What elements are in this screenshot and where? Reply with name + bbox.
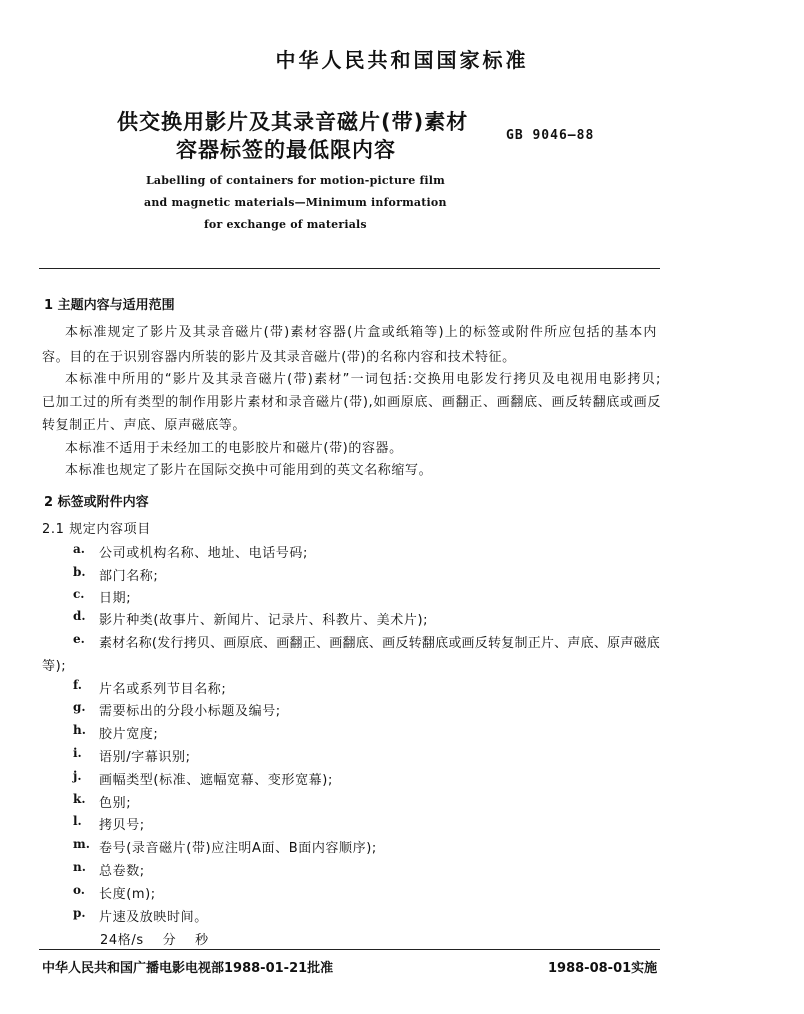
list-item-text: 长度(m);: [99, 887, 156, 902]
list-item-letter: j.: [73, 769, 82, 783]
list-item-letter: p.: [73, 906, 86, 920]
list-item-text: 素材名称(发行拷贝、画原底、画翻正、画翻底、画反转翻底或画反转复制正片、声底、原声磁底: [99, 636, 660, 651]
list-item-text: 片名或系列节目名称;: [99, 682, 227, 697]
list-item-letter: e.: [73, 632, 85, 646]
list-item-letter: a.: [73, 542, 85, 556]
approval-statement: 中华人民共和国广播电影电视部1988-01-21批准: [42, 961, 334, 976]
list-item-text: 拷贝号;: [99, 818, 145, 833]
footer-divider: [39, 949, 660, 950]
section-1-paragraph-1-line-1: 本标准规定了影片及其录音磁片(带)素材容器(片盒或纸箱等)上的标签或附件所应包括的基本内: [65, 325, 657, 340]
list-item-text: 公司或机构名称、地址、电话号码;: [99, 546, 308, 561]
list-item-letter: f.: [73, 678, 82, 692]
header-divider: [39, 268, 660, 269]
section-1-paragraph-4: 本标准也规定了影片在国际交换中可能用到的英文名称缩写。: [65, 463, 433, 478]
list-item-text: 日期;: [99, 591, 132, 606]
section-1-paragraph-2-line-3: 转复制正片、声底、原声磁底等。: [42, 418, 247, 433]
list-item-letter: k.: [73, 792, 86, 806]
list-item-text: 片速及放映时间。: [99, 910, 208, 925]
english-title-line-3: for exchange of materials: [204, 218, 367, 231]
list-item-text: 卷号(录音磁片(带)应注明A面、B面内容顺序);: [99, 841, 377, 856]
list-item-letter: g.: [73, 700, 86, 714]
list-item-letter: i.: [73, 746, 82, 760]
english-title-line-1: Labelling of containers for motion-picture film: [146, 174, 445, 187]
section-2-heading: 2 标签或附件内容: [44, 495, 149, 510]
list-item-letter: h.: [73, 723, 86, 737]
list-item-text: 语别/字幕识别;: [99, 750, 191, 765]
document-title-line-1: 供交换用影片及其录音磁片(带)素材: [117, 110, 469, 134]
speed-note: 24格/s 分 秒: [100, 933, 209, 948]
list-item-continuation: 等);: [42, 659, 67, 674]
section-1-paragraph-3: 本标准不适用于未经加工的电影胶片和磁片(带)的容器。: [65, 441, 403, 456]
list-item-letter: n.: [73, 860, 86, 874]
list-item-letter: b.: [73, 565, 86, 579]
document-title-line-2: 容器标签的最低限内容: [176, 138, 396, 162]
list-item-text: 部门名称;: [99, 569, 159, 584]
implementation-date: 1988-08-01实施: [548, 961, 658, 976]
list-item-text: 色别;: [99, 796, 132, 811]
list-item-letter: d.: [73, 609, 86, 623]
section-1-paragraph-1-line-2: 容。目的在于识别容器内所装的影片及其录音磁片(带)的名称内容和技术特征。: [42, 350, 516, 365]
list-item-letter: c.: [73, 587, 85, 601]
list-item-letter: m.: [73, 837, 90, 851]
list-item-letter: o.: [73, 883, 85, 897]
list-item-text: 画幅类型(标准、遮幅宽幕、变形宽幕);: [99, 773, 333, 788]
list-item-text: 总卷数;: [99, 864, 145, 879]
section-2-1-heading: 2.1 规定内容项目: [42, 522, 151, 537]
list-item-text: 需要标出的分段小标题及编号;: [99, 704, 281, 719]
standard-number: GB 9046—88: [506, 128, 595, 143]
section-1-heading: 1 主题内容与适用范围: [44, 298, 175, 313]
section-1-paragraph-2-line-1: 本标准中所用的“影片及其录音磁片(带)素材”一词包括:交换用电影发行拷贝及电视用电影拷贝;: [65, 372, 661, 387]
list-item-text: 胶片宽度;: [99, 727, 159, 742]
section-1-paragraph-2-line-2: 已加工过的所有类型的制作用影片素材和录音磁片(带),如画原底、画翻正、画翻底、画反转翻底或画反: [42, 395, 661, 410]
english-title-line-2: and magnetic materials—Minimum information: [144, 196, 447, 209]
list-item-text: 影片种类(故事片、新闻片、记录片、科教片、美术片);: [99, 613, 429, 628]
masthead: 中华人民共和国国家标准: [275, 48, 529, 72]
list-item-letter: l.: [73, 814, 82, 828]
